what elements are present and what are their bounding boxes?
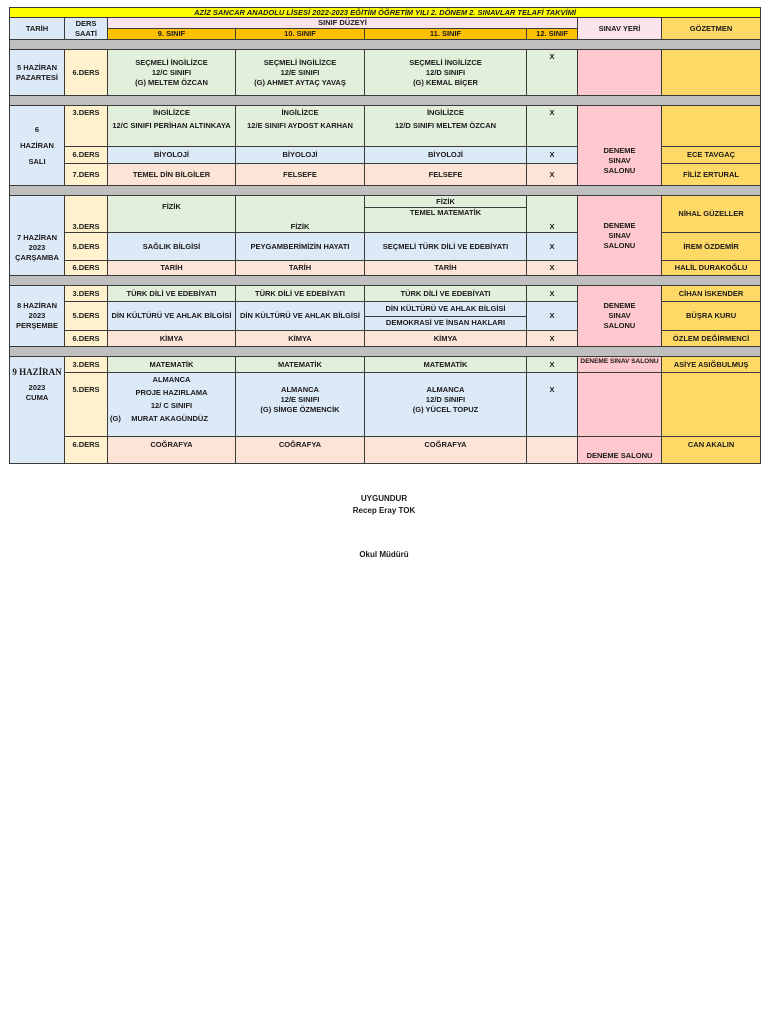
footer [0,493,768,561]
header-sinif-duzeyi: SINIF DÜZEYİ [108,18,578,29]
document-title: AZİZ SANCAR ANADOLU LİSESİ 2022-2023 EĞİTİM ÖĞRETİM YILI 2. DÖNEM 2. SINAVLAR TELAFİ TAKVİMİ [10,8,761,18]
exam-cell: DİN KÜLTÜRÜ VE AHLAK BİLGİSİ [108,302,236,331]
header-ders-saati: DERS SAATİ [65,18,108,40]
lesson-period: 3.DERS [65,106,108,147]
date-cell: 5 HAZİRAN PAZARTESİ [10,50,65,96]
lesson-period: 6.DERS [65,437,108,464]
date-year: 2023 [28,383,46,392]
exam-cell: MATEMATİK [108,357,236,373]
exam-cell-split [365,196,527,233]
header-grade-12: 12. SINIF [527,29,578,40]
exam-cell: TEMEL DİN BİLGİLER [108,164,236,186]
grade-12-mark: X [527,196,578,233]
course-name: ALMANCA [281,385,319,394]
exam-cell [108,106,236,147]
exam-location: DENEME SINAV SALONU [578,286,662,347]
exam-cell: TARİH [365,261,527,276]
supervisor [662,106,761,147]
exam-cell: MATEMATİK [236,357,365,373]
grade-12-mark: X [527,261,578,276]
date-day: 6 [34,124,40,134]
supervisor: ECE TAVGAÇ [662,147,761,164]
date-cell [10,357,65,464]
grade-12-mark: X [527,50,578,96]
date-weekday: SALI [28,156,46,166]
header-tarih: TARİH [10,18,65,40]
grade-12-mark: X [527,147,578,164]
header-sinav-yeri: SINAV YERİ [578,18,662,40]
exam-location [578,373,662,437]
supervisor: İREM ÖZDEMİR [662,233,761,261]
date-day: 9 HAZİRAN [12,367,62,377]
supervisor: FİLİZ ERTURAL [662,164,761,186]
supervisor: NİHAL GÜZELLER [662,196,761,233]
separator [10,96,761,106]
lesson-period: 6.DERS [65,147,108,164]
supervisor: ASİYE ASIĞBULMUŞ [662,357,761,373]
lesson-period: 3.DERS [65,196,108,233]
exam-cell: SAĞLIK BİLGİSİ [108,233,236,261]
course-name: İNGİLİZCE [281,108,319,117]
teacher-info: (G) MELTEM ÖZCAN [135,77,208,87]
header-gozetmen: GÖZETMEN [662,18,761,40]
supervisor: HALİL DURAKOĞLU [662,261,761,276]
lesson-period: 5.DERS [65,302,108,331]
class-info: 12/D SINIFI [425,67,466,77]
teacher-info: (G) YÜCEL TOPUZ [412,405,479,414]
grade-12-mark: X [527,286,578,302]
principal-name: Recep Eray TOK [352,506,416,515]
grade-12-mark: X [527,373,578,437]
lesson-period: 6.DERS [65,261,108,276]
course-name: İNGİLİZCE [426,108,465,117]
separator [10,186,761,196]
supervisor: ÖZLEM DEĞİRMENCİ [662,331,761,347]
exam-cell: TARİH [236,261,365,276]
grade-12-mark: X [527,331,578,347]
course-name: SEÇMELİ İNGİLİZCE [135,57,208,67]
course-name: SEÇMELİ İNGİLİZCE [409,57,482,67]
class-info: 12/E SINIFI [280,395,320,404]
exam-cell: COĞRAFYA [108,437,236,464]
course-name: ALMANCA [152,375,191,384]
grade-12-mark: X [527,302,578,331]
date-weekday: CUMA [25,393,49,402]
principal-role: Okul Müdürü [359,550,409,559]
exam-location [578,50,662,96]
supervisor [662,373,761,437]
lesson-period: 5.DERS [65,373,108,437]
header-grade-11: 11. SINIF [365,29,527,40]
exam-cell: SEÇMELİ TÜRK DİLİ VE EDEBİYATI [365,233,527,261]
exam-cell [236,373,365,437]
course-name: İNGİLİZCE [152,108,191,117]
exam-cell [236,106,365,147]
teacher-info: (G) KEMAL BİÇER [413,77,478,87]
exam-location [578,106,662,186]
supervisor [662,50,761,96]
grade-12-mark: X [527,357,578,373]
exam-cell: KİMYA [236,331,365,347]
course-name: DEMOKRASİ VE İNSAN HAKLARI [365,316,526,331]
grade-12-mark: X [527,164,578,186]
separator [10,347,761,357]
schedule-sheet [9,7,760,464]
exam-location: DENEME SALONU [578,437,662,464]
exam-cell: TARİH [108,261,236,276]
exam-cell: BİYOLOJİ [108,147,236,164]
exam-cell [236,50,365,96]
header-grade-10: 10. SINIF [236,29,365,40]
course-name: TEMEL MATEMATİK [365,207,526,219]
exam-cell [365,373,527,437]
header-grade-9: 9. SINIF [108,29,236,40]
lesson-period: 6.DERS [65,50,108,96]
supervisor: CİHAN İSKENDER [662,286,761,302]
supervisor: BÜŞRA KURU [662,302,761,331]
exam-cell: FİZİK [108,196,236,233]
exam-cell [365,50,527,96]
exam-cell: MATEMATİK [365,357,527,373]
class-info: 12/ C SINIFI [150,401,193,410]
exam-cell: COĞRAFYA [365,437,527,464]
exam-location-text: DENEME SINAV SALONU [603,145,636,175]
teacher-info: (G) MURAT AKAGÜNDÜZ [110,414,208,423]
exam-cell: BİYOLOJİ [365,147,527,164]
exam-location: DENEME SINAV SALONU [578,196,662,276]
exam-cell [108,50,236,96]
lesson-period: 3.DERS [65,286,108,302]
class-info: 12/E SINIFI AYDOST KARHAN [247,121,353,130]
exam-cell: DİN KÜLTÜRÜ VE AHLAK BİLGİSİ [236,302,365,331]
lesson-period: 7.DERS [65,164,108,186]
separator [10,40,761,50]
lesson-period: 5.DERS [65,233,108,261]
class-info: 12/D SINIFI [425,395,466,404]
exam-cell [365,106,527,147]
exam-cell: KİMYA [365,331,527,347]
lesson-period: 6.DERS [65,331,108,347]
grade-12-mark: X [527,233,578,261]
class-info: 12/C SINIFI [151,67,192,77]
grade-12-mark: X [527,106,578,147]
class-info: 12/E SINIFI [280,67,320,77]
exam-cell: BİYOLOJİ [236,147,365,164]
exam-cell: PEYGAMBERİMİZİN HAYATI [236,233,365,261]
course-name: FİZİK [436,196,455,206]
course-name: ALMANCA [426,385,465,394]
exam-cell: FELSEFE [365,164,527,186]
class-info: 12/C SINIFI PERİHAN ALTINKAYA [112,121,231,130]
date-cell [10,106,65,186]
exam-cell: TÜRK DİLİ VE EDEBİYATI [365,286,527,302]
exam-cell-split [365,302,527,331]
date-month: HAZİRAN [20,140,54,150]
approval-text: UYGUNDUR [360,494,408,503]
exam-cell [108,373,236,437]
exam-cell: TÜRK DİLİ VE EDEBİYATI [236,286,365,302]
exam-cell: FİZİK [236,196,365,233]
course-name: SEÇMELİ İNGİLİZCE [263,57,337,67]
grade-12-mark [527,437,578,464]
class-info: 12/D SINIFI MELTEM ÖZCAN [394,121,497,130]
exam-cell: FELSEFE [236,164,365,186]
makeup-exam-schedule-table [9,7,761,464]
lesson-period: 3.DERS [65,357,108,373]
course-name: PROJE HAZIRLAMA [135,388,208,397]
supervisor: CAN AKALIN [662,437,761,464]
date-cell: 8 HAZİRAN 2023 PERŞEMBE [10,286,65,347]
teacher-info: (G) SİMGE ÖZMENCİK [260,405,340,414]
exam-cell: TÜRK DİLİ VE EDEBİYATI [108,286,236,302]
date-cell: 7 HAZİRAN 2023 ÇARŞAMBA [10,196,65,276]
exam-cell: KİMYA [108,331,236,347]
exam-cell: COĞRAFYA [236,437,365,464]
course-name: DİN KÜLTÜRÜ VE AHLAK BİLGİSİ [385,303,506,313]
separator [10,276,761,286]
exam-location: DENEME SINAV SALONU [578,357,662,373]
teacher-info: (G) AHMET AYTAÇ YAVAŞ [254,77,346,87]
